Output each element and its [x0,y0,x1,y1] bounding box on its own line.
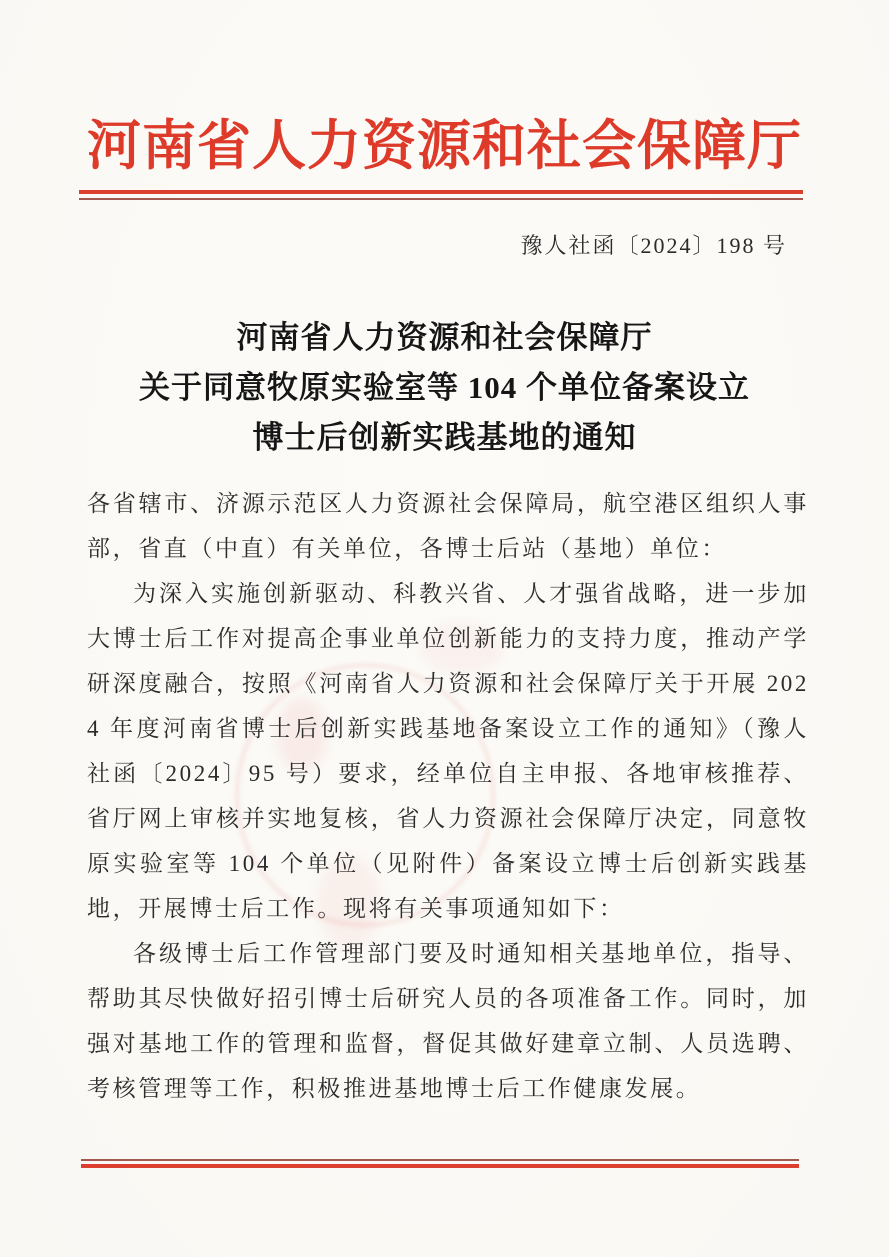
title-line-2: 关于同意牧原实验室等 104 个单位备案设立 [139,370,750,405]
body-paragraph-1: 为深入实施创新驱动、科教兴省、人才强省战略，进一步加大博士后工作对提高企事业单位创新能力的支持力度，推动产学研深度融合，按照《河南省人力资源和社会保障厅关于开展 2024 年度河南省博士后创新实践基地备案设立工作的通知》（豫人社函〔2024〕95 号）要求，经单位自主申报、各地审核推荐、省厅网上审核并实地复核，省人力资源社会保障厅决定，同意牧原实验室等 104 个单位（见附件）备案设立博士后创新实践基地，开展博士后工作。现将有关事项通知如下： [87,581,809,921]
title-line-1: 河南省人力资源和社会保障厅 [236,320,653,355]
title-line-3: 博士后创新实践基地的通知 [252,420,637,455]
header-rule-thick [79,190,803,194]
header-rule-thin [79,198,803,200]
document-number: 豫人社函〔2024〕198 号 [520,233,787,258]
agency-name-header: 河南省人力资源和社会保障厅 [87,116,802,176]
body-paragraph-2: 各级博士后工作管理部门要及时通知相关基地单位，指导、帮助其尽快做好招引博士后研究人员的各项准备工作。同时，加强对基地工作的管理和监督，督促其做好建章立制、人员选聘、考核管理等工作，积极推进基地博士后工作健康发展。 [87,941,809,1101]
salutation-paragraph: 各省辖市、济源示范区人力资源社会保障局，航空港区组织人事部，省直（中直）有关单位，各博士后站（基地）单位： [87,491,809,561]
document-title [0,313,889,463]
document-body [87,481,809,1111]
footer-rule-thick [81,1164,799,1168]
footer-rule-thin [81,1159,799,1161]
